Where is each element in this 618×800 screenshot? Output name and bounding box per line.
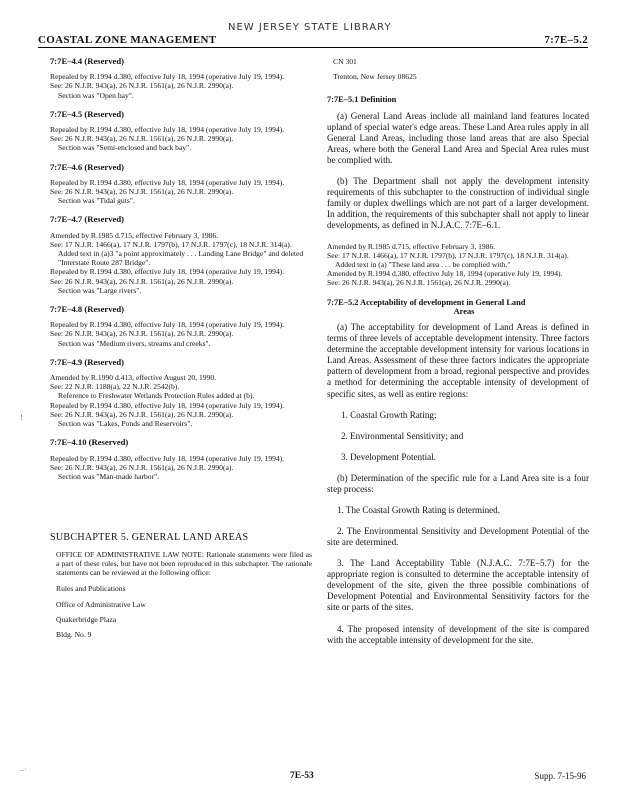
history-line: Amended by R.1985 d.715, effective February 3, 1986.: [50, 230, 219, 240]
history-line: See: 26 N.J.R. 943(a), 26 N.J.R. 1561(a), 26 N.J.R. 2990(a).: [50, 187, 234, 197]
history-line: See: 26 N.J.R. 943(a), 26 N.J.R. 1561(a), 26 N.J.R. 2990(a).: [50, 329, 234, 339]
section-heading: 7:7E–4.9 (Reserved): [50, 356, 124, 367]
section-heading: 7:7E–4.8 (Reserved): [50, 304, 124, 315]
history-line: See: 26 N.J.R. 943(a), 26 N.J.R. 1561(a), 26 N.J.R. 2990(a).: [50, 409, 234, 419]
history-line: See: 26 N.J.R. 943(a), 26 N.J.R. 1561(a), 26 N.J.R. 2990(a).: [50, 81, 234, 91]
history-line: Section was "Medium rivers, streams and creeks".: [58, 338, 211, 348]
history-line: Amended by R.1985 d.715, effective February 3, 1986.: [327, 241, 496, 251]
history-line: Repealed by R.1994 d.380, effective July 18, 1994 (operative July 19, 1994).: [50, 320, 285, 330]
step-item: 2. The Environmental Sensitivity and Development Potential of the site are determined.: [327, 525, 589, 547]
library-stamp: NEW JERSEY STATE LIBRARY: [228, 22, 392, 33]
list-item: 2. Environmental Sensitivity; and: [341, 430, 464, 441]
address-line: Rules and Publications: [56, 584, 126, 594]
header-rule: [38, 47, 588, 48]
step-item: 4. The proposed intensity of development of the site is compared with the acceptable intensity of development for the site.: [327, 623, 589, 645]
history-line: Repealed by R.1994 d.380, effective July 18, 1994 (operative July 19, 1994).: [50, 267, 285, 277]
address-line: Quakerbridge Plaza: [56, 614, 117, 624]
right-column: [327, 57, 589, 656]
address-line: CN 301: [333, 57, 357, 66]
history-line: Section was "Lakes, Ponds and Reservoirs".: [58, 419, 193, 429]
history-line: Amended by R.1994 d.380, effective July 18, 1994 (operative July 19, 1994).: [327, 269, 563, 279]
history-note: [327, 242, 589, 288]
list-item: 1. Coastal Growth Rating;: [341, 409, 437, 420]
section-heading: 7:7E–5.1 Definition: [327, 95, 397, 105]
paragraph: (a) The acceptability for development of Land Areas is defined in terms of three levels of acceptable development intensity. Three factors determine the acceptable development intensity for various locations in Land Areas. Assessment of these three factors indicates the appropriate pattern of development from a broad, regional perspective and provides a method for determining the acceptable intensity of development of specific sites, as well as entire regions:: [327, 321, 589, 399]
running-header: [38, 34, 588, 46]
header-section-number: 7:7E–5.2: [544, 34, 588, 46]
history-line: Section was "Tidal guts".: [58, 196, 135, 206]
paragraph: (a) General Land Areas include all mainland land features located upland of special water's edge areas. These Land Area rules apply in all General Land Areas, including those land areas that are also Special Areas, where both the General Land Area and Special Area rules must be complied with.: [327, 110, 589, 165]
list-item: 3. Development Potential.: [341, 451, 436, 462]
paragraph: (b) Determination of the specific rule for a Land Area site is a four step process:: [327, 472, 589, 494]
reserved-sections: [50, 57, 312, 481]
address-line: Office of Administrative Law: [56, 599, 146, 609]
history-line: Repealed by R.1994 d.380, effective July 18, 1994 (operative July 19, 1994).: [50, 400, 285, 410]
step-item: 3. The Land Acceptability Table (N.J.A.C. 7:7E–5.7) for the appropriate region is consulted to determine the acceptable intensity of development of the site, given the three possible combinations of Development Potential and Environmental Sensitivity factors for the site or parts of the sites.: [327, 558, 589, 613]
supplement-date: Supp. 7-15-96: [534, 771, 586, 781]
subchapter-heading: SUBCHAPTER 5. GENERAL LAND AREAS: [50, 532, 249, 544]
paragraph: (b) The Department shall not apply the development intensity requirements of this subchapter to the construction of individual single family or duplex dwellings which are not part of a larger development. In addition, the requirements of this subchapter shall not apply to linear developments, as defined in N.J.A.C. 7:7E–6.1.: [327, 176, 589, 231]
section-heading: 7:7E–4.4 (Reserved): [50, 56, 124, 66]
history-line: See: 26 N.J.R. 943(a), 26 N.J.R. 1561(a), 26 N.J.R. 2990(a).: [50, 134, 234, 144]
address-line: Bldg. No. 9: [56, 629, 92, 639]
history-line: See: 26 N.J.R. 943(a), 26 N.J.R. 1561(a), 26 N.J.R. 2990(a).: [50, 276, 234, 286]
history-line: See: 17 N.J.R. 1466(a), 17 N.J.R. 1797(b), 17 N.J.R. 1797(c), 18 N.J.R. 314(a).: [327, 250, 569, 260]
history-line: Reference to Freshwater Wetlands Protection Rules added at (b).: [58, 391, 255, 401]
oal-note: OFFICE OF ADMINISTRATIVE LAW NOTE: Rationale statements were filed as a part of these rules, but have not been reproduced in this subchapter. The rationale statements can be reviewed at the following office:: [56, 550, 312, 578]
history-line: See: 22 N.J.R. 1188(a), 22 N.J.R. 2542(b).: [50, 382, 180, 392]
section-heading: 7:7E–4.6 (Reserved): [50, 161, 124, 172]
history-line: See: 26 N.J.R. 943(a), 26 N.J.R. 1561(a), 26 N.J.R. 2990(a).: [327, 278, 511, 288]
margin-mark: –·: [20, 765, 27, 774]
margin-mark: !: [20, 413, 23, 422]
history-line: Section was "Large rivers".: [58, 285, 142, 295]
step-item: 1. The Coastal Growth Rating is determined.: [337, 504, 500, 515]
section-heading: 7:7E–4.7 (Reserved): [50, 214, 124, 225]
history-line: Repealed by R.1994 d.380, effective July 18, 1994 (operative July 19, 1994).: [50, 177, 285, 187]
history-line: Repealed by R.1994 d.380, effective July 18, 1994 (operative July 19, 1994).: [50, 453, 285, 463]
history-line: Section was "Man-made harbor".: [58, 471, 160, 481]
page-number: 7E-53: [290, 771, 314, 781]
left-column: [50, 57, 312, 645]
history-line: Repealed by R.1994 d.380, effective July 18, 1994 (operative July 19, 1994).: [50, 72, 285, 82]
address-line: Trenton, New Jersey 08625: [333, 72, 417, 82]
history-line: See: 26 N.J.R. 943(a), 26 N.J.R. 1561(a), 26 N.J.R. 2990(a).: [50, 462, 234, 472]
section-heading: 7:7E–4.10 (Reserved): [50, 437, 129, 448]
history-line: Repealed by R.1994 d.380, effective July 18, 1994 (operative July 19, 1994).: [50, 125, 285, 135]
section-heading: 7:7E–4.5 (Reserved): [50, 108, 124, 119]
history-line: Section was "Open bay".: [58, 90, 134, 100]
history-line: Added text in (a) "These land area . . . be complied with.": [335, 259, 511, 269]
office-address: [50, 584, 312, 639]
section-heading: 7:7E–5.2 Acceptability of development in General Land Areas: [327, 297, 526, 316]
history-line: Section was "Semi-enclosed and back bay".: [58, 143, 192, 153]
history-line: Added text in (a)3 "a point approximately . . . Landing Lane Bridge" and deleted "Interstate Route 287 Bridge".: [58, 249, 304, 268]
header-title: COASTAL ZONE MANAGEMENT: [38, 34, 217, 46]
history-line: Amended by R.1990 d.413, effective August 20, 1990.: [50, 373, 217, 383]
history-line: See: 17 N.J.R. 1466(a), 17 N.J.R. 1797(b), 17 N.J.R. 1797(c), 18 N.J.R. 314(a).: [50, 239, 292, 249]
